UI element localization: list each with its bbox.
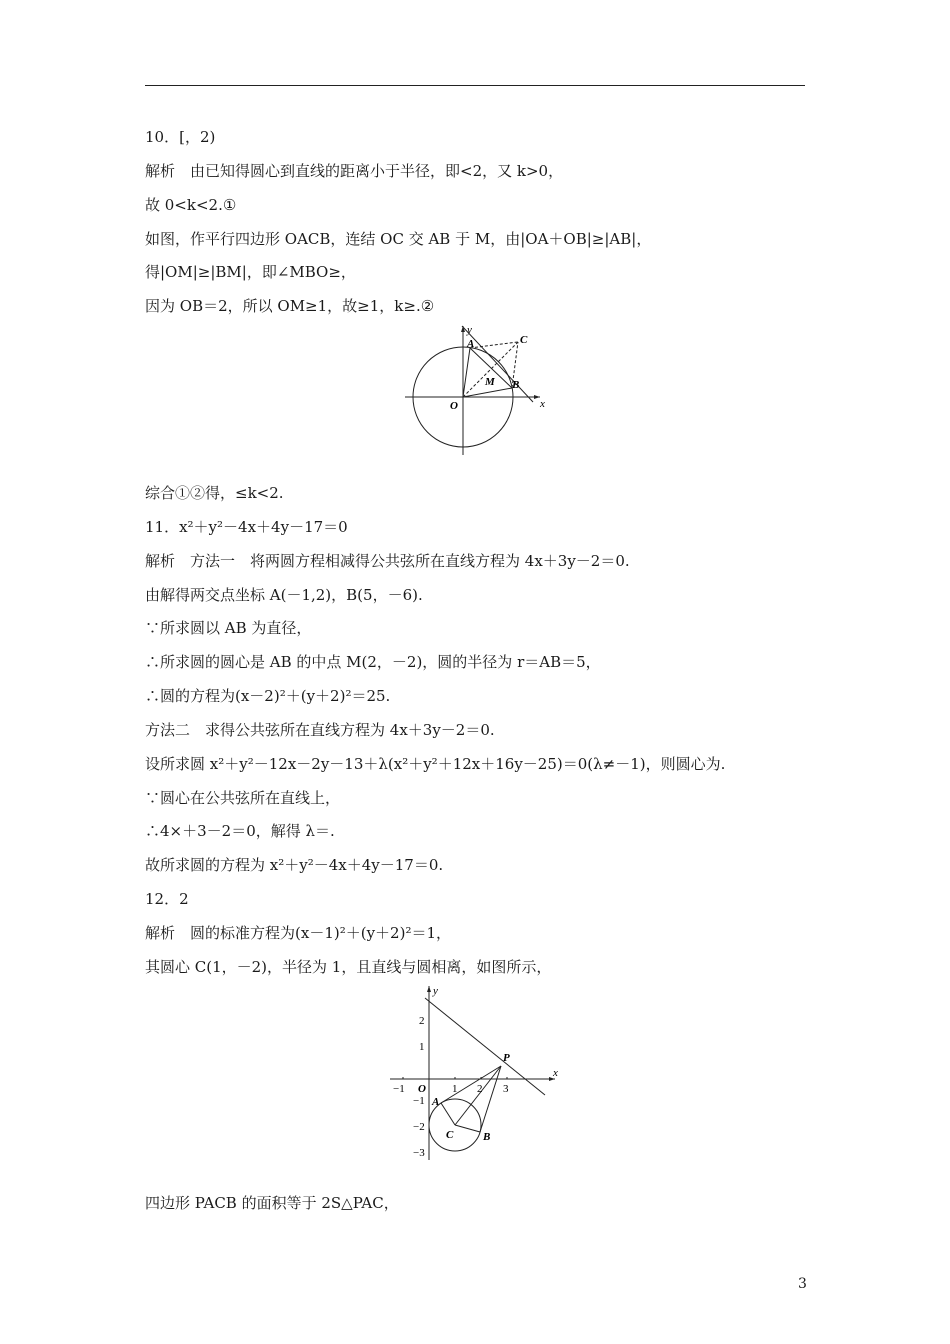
answer-11-heading: 11．x²＋y²－4x＋4y－17＝0 [145,518,348,536]
fig2-label-a: A [432,1096,440,1108]
fig2-ytick: −1 [413,1095,425,1107]
fig2-label-x: x [553,1067,558,1079]
page-number: 3 [798,1276,807,1292]
fig2-ytick: 1 [419,1041,425,1053]
fig2-label-y: y [433,985,438,997]
answer-10-step4: 因为 OB＝2，所以 OM≥1，故≥1，k≥.② [145,297,435,315]
fig2-label-b: B [483,1131,491,1143]
fig2-ytick: −3 [413,1147,425,1159]
answer-11-family: 设所求圆 x²＋y²－12x－2y－13＋λ(x²＋y²＋12x＋16y－25)＝0(λ≠－1)，则圆心为. [145,755,726,773]
answer-11-center: ∴所求圆的圆心是 AB 的中点 M(2，－2)，圆的半径为 r＝AB＝5， [145,653,601,671]
fig2-ytick: 2 [419,1015,425,1027]
fig2-label-o: O [418,1083,426,1095]
fig2-xtick: 3 [503,1083,509,1095]
fig1-label-y: y [467,324,472,336]
fig2-xtick: 2 [477,1083,483,1095]
figure-tangents [385,982,565,1167]
answer-11-method2: 方法二 求得公共弦所在直线方程为 4x＋3y－2＝0. [145,721,495,739]
fig2-ytick: −2 [413,1121,425,1133]
line-l [425,998,545,1095]
answer-10-conclusion: 综合①②得，≤k<2. [145,484,284,502]
segment-oa [463,348,470,397]
segment-pa [441,1066,501,1103]
answer-11-diameter: ∵所求圆以 AB 为直径， [145,619,312,637]
answer-10-heading: 10．[，2) [145,128,216,146]
answer-11-intersections: 由解得两交点坐标 A(－1,2)，B(5，－6). [145,586,423,604]
fig1-label-b: B [512,379,520,391]
fig2-label-c: C [446,1129,454,1141]
header-rule [145,85,805,86]
fig1-label-c: C [520,334,528,346]
segment-pb [480,1066,501,1132]
answer-11-equation: ∴圆的方程为(x－2)²＋(y＋2)²＝25. [145,687,391,705]
answer-12-analysis: 解析 圆的标准方程为(x－1)²＋(y＋2)²＝1， [145,924,452,942]
answer-11-solve: ∴4×＋3－2＝0，解得 λ＝. [145,822,335,840]
fig2-label-p: P [503,1052,510,1064]
fig1-label-a: A [467,338,475,350]
answer-10-step3: 得|OM|≥|BM|，即∠MBO≥， [145,263,356,281]
answer-11-condition: ∵圆心在公共弦所在直线上， [145,789,341,807]
fig1-label-m: M [485,376,495,388]
segment-cb [455,1125,480,1132]
answer-10-step2: 如图，作平行四边形 OACB，连结 OC 交 AB 于 M，由|OA＋OB|≥|AB|， [145,230,652,248]
segment-ca [441,1103,455,1125]
answer-12-center: 其圆心 C(1，－2)，半径为 1，且直线与圆相离，如图所示， [145,958,552,976]
answer-12-area: 四边形 PACB 的面积等于 2S△PAC， [145,1194,399,1212]
answer-10-analysis: 解析 由已知得圆心到直线的距离小于半径，即<2，又 k>0， [145,162,564,180]
answer-11-result: 故所求圆的方程为 x²＋y²－4x＋4y－17＝0. [145,856,444,874]
fig2-xtick: −1 [393,1083,405,1095]
segment-pc [455,1066,501,1125]
figure-circle-parallelogram [400,320,560,460]
fig1-label-o: O [450,400,458,412]
answer-10-step1: 故 0<k<2.① [145,196,237,214]
answer-11-method1: 解析 方法一 将两圆方程相减得公共弦所在直线方程为 4x＋3y－2＝0. [145,552,630,570]
fig1-label-x: x [540,398,545,410]
answer-12-heading: 12．2 [145,890,189,908]
fig2-xtick: 1 [452,1083,458,1095]
